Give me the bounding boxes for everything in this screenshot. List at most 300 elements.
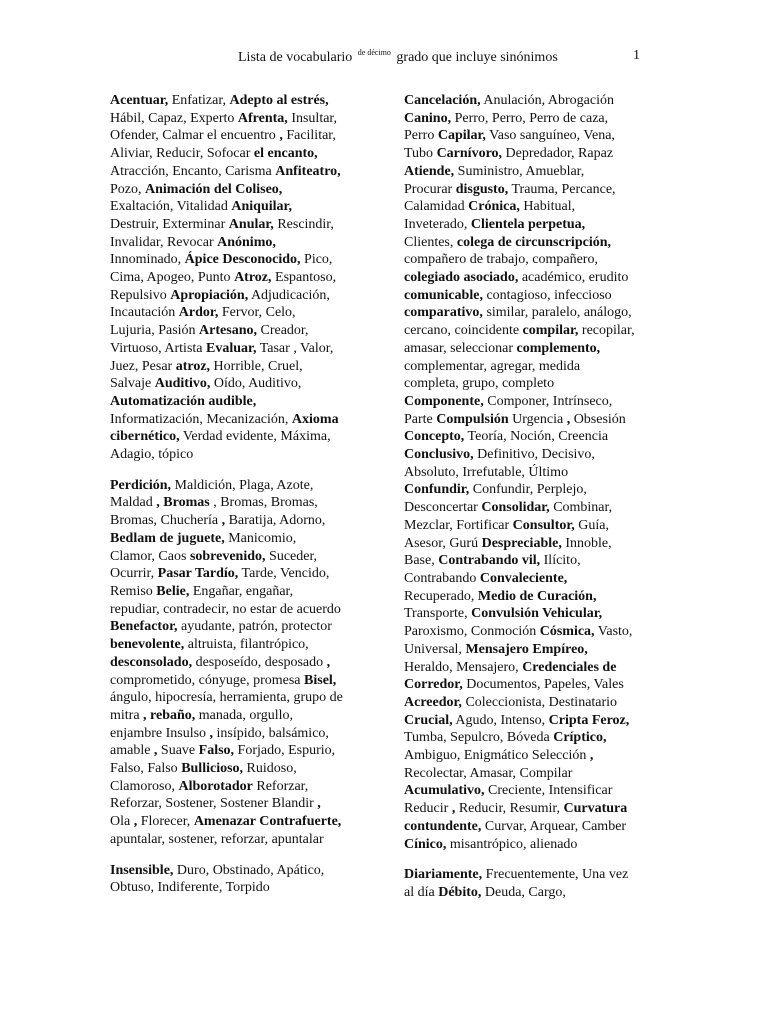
vocab-term: Axioma	[291, 411, 339, 427]
vocab-term: benevolente,	[110, 637, 185, 653]
synonym-text: Inveterado,	[404, 216, 471, 232]
synonym-text: Reforzar,	[252, 778, 309, 794]
text-line	[404, 499, 664, 517]
synonym-text: amasar, seleccionar	[404, 340, 517, 356]
vocab-term: Ardor,	[178, 305, 219, 321]
synonym-text: Anulación, Abrogación	[480, 93, 614, 108]
text-line	[404, 163, 664, 181]
synonym-text: Absoluto, Irrefutable, Último	[404, 464, 569, 480]
vocab-paragraph	[404, 92, 664, 853]
vocab-term: comunicable,	[404, 287, 483, 303]
synonym-text: Trauma, Percance,	[508, 181, 616, 197]
header-title-post: grado que incluye sinónimos	[396, 50, 558, 65]
synonym-text: Ilícito,	[540, 553, 581, 569]
synonym-text: Clamor, Caos	[110, 548, 190, 564]
text-line	[110, 795, 370, 813]
vocab-term: Afrenta,	[237, 110, 288, 126]
synonym-text: Ofender, Calmar el encuentro	[110, 128, 280, 144]
vocab-term: Auditivo,	[154, 376, 211, 392]
vocab-term: Cripta Feroz,	[548, 712, 630, 728]
vocab-term: Automatización audible,	[110, 393, 257, 409]
synonym-text: Juez, Pesar	[110, 358, 176, 374]
synonym-text: Ambiguo, Enigmático Selección	[404, 748, 590, 764]
vocab-term: Crónica,	[468, 199, 520, 215]
page-number: 1	[633, 48, 640, 63]
vocab-term: Cancelación,	[404, 93, 481, 108]
synonym-text: Cima, Apogeo, Punto	[110, 270, 235, 286]
text-line	[110, 689, 370, 707]
text-line	[404, 836, 664, 854]
text-line	[110, 494, 370, 512]
synonym-text: Vaso sanguíneo, Vena,	[485, 128, 615, 144]
synonym-text: contagioso, infeccioso	[482, 287, 612, 303]
vocab-term: sobrevenido,	[189, 548, 266, 564]
text-line	[404, 552, 664, 570]
synonym-text: Paroxismo, Conmoción	[404, 624, 540, 640]
text-line	[110, 742, 370, 760]
synonym-text: Heraldo, Mensajero,	[404, 659, 523, 675]
vocab-term: Componente,	[404, 393, 484, 409]
text-line	[110, 707, 370, 725]
left-column	[110, 92, 370, 910]
vocab-term: Acreedor,	[404, 694, 462, 710]
vocab-term: desconsolado,	[110, 654, 193, 670]
vocab-term: Confundir,	[404, 482, 470, 498]
text-line	[404, 269, 664, 287]
synonym-text: Suceder,	[265, 548, 318, 564]
text-line	[110, 636, 370, 654]
synonym-text: Urgencia	[508, 411, 567, 427]
vocab-term: Anfiteatro,	[275, 163, 341, 179]
synonym-text: similar, paralelo, análogo,	[482, 305, 632, 321]
vocab-term: Capilar,	[437, 128, 486, 144]
synonym-text: Asesor, Gurú	[404, 535, 482, 551]
vocab-term: Consultor,	[512, 517, 575, 533]
vocab-term: Medio de Curación,	[477, 588, 597, 604]
text-line	[404, 181, 664, 199]
synonym-text: Reforzar, Sostener, Sostener Blandir	[110, 796, 318, 812]
text-line	[404, 358, 664, 376]
text-line	[110, 411, 370, 429]
synonym-text: Tumba, Sepulcro, Bóveda	[404, 730, 554, 746]
text-line	[110, 181, 370, 199]
vocab-term: Aniquilar,	[231, 199, 292, 215]
vocab-term: Conclusivo,	[404, 447, 474, 463]
text-line	[404, 517, 664, 535]
text-line	[404, 712, 664, 730]
vocab-term: ,	[566, 411, 571, 427]
header-title-superscript: de décimo	[357, 48, 391, 57]
text-line	[404, 481, 664, 499]
vocab-term: Amenazar Contrafuerte,	[193, 814, 342, 830]
vocab-term: Alborotador	[178, 778, 253, 794]
synonym-text: Agudo, Intenso,	[452, 712, 549, 728]
vocab-paragraph	[404, 866, 664, 901]
vocab-term: Curvatura	[563, 801, 628, 817]
vocab-term: Compulsión	[436, 411, 509, 427]
synonym-text: Horrible, Cruel,	[210, 358, 303, 374]
text-line	[110, 428, 370, 446]
vocab-term: ,	[133, 814, 138, 830]
text-line	[110, 269, 370, 287]
vocab-term: complemento,	[516, 340, 601, 356]
text-line	[110, 216, 370, 234]
text-line	[110, 340, 370, 358]
text-line	[404, 729, 664, 747]
vocab-term: compilar,	[522, 323, 579, 339]
synonym-text: Florecer,	[137, 814, 194, 830]
text-line	[404, 800, 664, 818]
vocab-term: Contrabando vil,	[438, 553, 541, 569]
synonym-text: Creador,	[256, 323, 309, 339]
text-line	[110, 583, 370, 601]
text-line	[110, 601, 370, 619]
text-line	[404, 623, 664, 641]
text-line	[110, 530, 370, 548]
synonym-text: Combinar,	[549, 500, 613, 516]
synonym-text: Engañar, engañar,	[189, 583, 294, 599]
vocab-term: Benefactor,	[110, 619, 178, 635]
text-line	[404, 340, 664, 358]
text-line	[110, 654, 370, 672]
text-line	[110, 127, 370, 145]
synonym-text: Teoría, Noción, Creencia	[464, 429, 609, 445]
synonym-text: Forjado, Espurio,	[234, 743, 336, 759]
synonym-text: Tarde, Vencido,	[238, 566, 330, 582]
text-line	[404, 127, 664, 145]
text-line	[110, 565, 370, 583]
vocab-term: Acentuar,	[110, 93, 169, 108]
vocab-term: , rebaño,	[143, 707, 196, 723]
text-line	[110, 446, 370, 464]
synonym-text: desposeído, desposado	[192, 654, 327, 670]
synonym-text: Coleccionista, Destinatario	[461, 694, 618, 710]
vocab-term: Crucial,	[404, 712, 453, 728]
text-line	[404, 446, 664, 464]
text-line	[404, 747, 664, 765]
synonym-text: complementar, agregar, medida	[404, 358, 581, 374]
vocab-term: Despreciable,	[481, 535, 562, 551]
text-line	[404, 570, 664, 588]
synonym-text: cercano, coincidente	[404, 323, 523, 339]
text-line	[404, 676, 664, 694]
vocab-term: comparativo,	[404, 305, 483, 321]
vocab-term: Carnívoro,	[436, 146, 503, 162]
vocab-term: Mensajero Empíreo,	[465, 641, 588, 657]
synonym-text: misantrópico, alienado	[446, 836, 578, 852]
synonym-text: Enfatizar,	[168, 93, 230, 108]
synonym-text: Mezclar, Fortificar	[404, 517, 513, 533]
text-line	[110, 234, 370, 252]
vocab-term: Atiende,	[404, 163, 455, 179]
text-line	[110, 375, 370, 393]
vocab-term: ,	[589, 748, 594, 764]
text-line	[404, 464, 664, 482]
synonym-text: Definitivo, Decisivo,	[473, 447, 595, 463]
synonym-text: completa, grupo, completo	[404, 376, 555, 392]
text-line	[110, 322, 370, 340]
synonym-text: académico, erudito	[518, 270, 629, 286]
text-line	[110, 145, 370, 163]
synonym-text: Oído, Auditivo,	[210, 376, 302, 392]
text-line	[110, 110, 370, 128]
vocab-term: , Bromas	[156, 495, 210, 511]
synonym-text: Curvar, Arquear, Camber	[481, 818, 627, 834]
synonym-text: Maldición, Plaga, Azote,	[171, 477, 314, 493]
synonym-text: Remiso	[110, 583, 157, 599]
synonym-text: recopilar,	[578, 323, 635, 339]
text-line	[110, 760, 370, 778]
vocab-term: Bedlam de juguete,	[110, 530, 225, 546]
vocab-term: Atroz,	[234, 270, 272, 286]
vocab-term: Insensible,	[110, 862, 174, 878]
vocab-term: ,	[221, 513, 226, 529]
synonym-text: Recolectar, Amasar, Compilar	[404, 765, 573, 781]
synonym-text: , Bromas, Bromas,	[209, 495, 318, 511]
text-line	[404, 216, 664, 234]
synonym-text: Tasar , Valor,	[256, 340, 334, 356]
text-line	[404, 866, 664, 884]
vocab-term: Corredor,	[404, 677, 463, 693]
synonym-text: Suministro, Amueblar,	[454, 163, 585, 179]
text-line	[404, 428, 664, 446]
vocab-term: Pasar Tardío,	[157, 566, 239, 582]
text-line	[404, 393, 664, 411]
synonym-text: Guía,	[574, 517, 610, 533]
text-line	[404, 694, 664, 712]
vocab-paragraph	[110, 92, 370, 464]
vocab-term: Bullicioso,	[181, 761, 244, 777]
synonym-text: Innominado,	[110, 252, 185, 268]
vocab-term: ,	[326, 654, 331, 670]
text-line	[404, 375, 664, 393]
synonym-text: Contrabando	[404, 570, 480, 586]
vocab-paragraph	[110, 862, 370, 897]
vocab-term: Anónimo,	[217, 234, 276, 250]
synonym-text: Innoble,	[561, 535, 612, 551]
synonym-text: Calamidad	[404, 199, 469, 215]
text-line	[110, 512, 370, 530]
synonym-text: Confundir, Perplejo,	[469, 482, 587, 498]
vocab-term: Adepto al estrés,	[229, 93, 329, 108]
synonym-text: Suave	[157, 743, 199, 759]
synonym-text: Invalidar, Revocar	[110, 234, 218, 250]
synonym-text: Destruir, Exterminar	[110, 216, 229, 232]
vocab-term: el encanto,	[253, 146, 318, 162]
synonym-text: Obtuso, Indiferente, Torpido	[110, 880, 270, 896]
synonym-text: Desconcertar	[404, 500, 482, 516]
synonym-text: Espantoso,	[271, 270, 337, 286]
vocab-term: disgusto,	[455, 181, 509, 197]
synonym-text: Hábil, Capaz, Experto	[110, 110, 238, 126]
synonym-text: Manicomio,	[224, 530, 297, 546]
vocab-term: Belie,	[156, 583, 190, 599]
synonym-text: Fervor, Celo,	[218, 305, 296, 321]
synonym-text: Maldad	[110, 495, 157, 511]
synonym-text: Insultar,	[287, 110, 338, 126]
synonym-text: Pozo,	[110, 181, 145, 197]
synonym-text: Clientes,	[404, 234, 457, 250]
synonym-text: comprometido, cónyuge, promesa	[110, 672, 305, 688]
text-line	[110, 862, 370, 880]
text-line	[404, 411, 664, 429]
text-line	[404, 765, 664, 783]
vocab-term: Artesano,	[199, 323, 257, 339]
page-header	[238, 48, 640, 68]
text-line	[404, 304, 664, 322]
text-line	[404, 287, 664, 305]
vocab-term: colegiado asociado,	[404, 270, 519, 286]
synonym-text: Rescindir,	[273, 216, 334, 232]
synonym-text: ángulo, hipocresía, herramienta, grupo de	[110, 690, 343, 706]
vocab-term: Clientela perpetua,	[470, 216, 586, 232]
synonym-text: Informatización, Mecanización,	[110, 411, 292, 427]
synonym-text: Procurar	[404, 181, 456, 197]
text-line	[404, 605, 664, 623]
synonym-text: Tubo	[404, 146, 437, 162]
vocab-term: Evaluar,	[206, 340, 257, 356]
synonym-text: Documentos, Papeles, Vales	[462, 677, 624, 693]
vocab-term: ,	[153, 743, 158, 759]
vocab-term: ,	[317, 796, 321, 812]
vocab-term: Anular,	[228, 216, 274, 232]
text-line	[110, 879, 370, 897]
synonym-text: Facilitar,	[282, 128, 336, 144]
vocab-term: Credenciales de	[522, 659, 617, 675]
synonym-text: Transporte,	[404, 606, 472, 622]
vocab-term: ,	[209, 725, 214, 741]
text-line	[404, 322, 664, 340]
synonym-text: repudiar, contradecir, no estar de acuerdo	[110, 601, 341, 617]
text-line	[404, 641, 664, 659]
synonym-text: Adjudicación,	[248, 287, 330, 303]
vocab-term: ,	[451, 801, 456, 817]
text-line	[110, 831, 370, 849]
text-line	[110, 672, 370, 690]
text-line	[404, 234, 664, 252]
synonym-text: Duro, Obstinado, Apático,	[173, 862, 325, 878]
header-title-pre: Lista de vocabulario	[238, 50, 353, 65]
vocab-term: Ápice Desconocido,	[184, 252, 301, 268]
vocab-term: Débito,	[438, 884, 482, 900]
synonym-text: Habitual,	[519, 199, 576, 215]
synonym-text: Verdad evidente, Máxima,	[179, 429, 331, 445]
vocab-term: Perdición,	[110, 477, 172, 493]
text-line	[110, 251, 370, 269]
text-line	[404, 659, 664, 677]
vocab-term: Cínico,	[404, 836, 447, 852]
vocab-paragraph	[110, 477, 370, 849]
text-line	[404, 110, 664, 128]
synonym-text: enjambre Insulso	[110, 725, 210, 741]
synonym-text: amable	[110, 743, 154, 759]
vocab-term: Falso,	[198, 743, 235, 759]
text-line	[110, 477, 370, 495]
synonym-text: Lujuria, Pasión	[110, 323, 200, 339]
text-line	[110, 618, 370, 636]
synonym-text: Universal,	[404, 641, 466, 657]
text-line	[110, 163, 370, 181]
synonym-text: Exaltación, Vitalidad	[110, 199, 232, 215]
synonym-text: Aliviar, Reducir, Sofocar	[110, 146, 254, 162]
vocab-term: Canino,	[404, 110, 452, 126]
text-line	[110, 725, 370, 743]
synonym-text: Componer, Intrínseco,	[483, 393, 613, 409]
synonym-text: Adagio, tópico	[110, 447, 194, 463]
vocab-term: Consolidar,	[481, 500, 550, 516]
synonym-text: Salvaje	[110, 376, 155, 392]
synonym-text: Base,	[404, 553, 439, 569]
synonym-text: Frecuentemente, Una vez	[482, 867, 629, 883]
synonym-text: Perro, Perro, Perro de caza,	[451, 110, 609, 126]
synonym-text: mitra	[110, 707, 144, 723]
synonym-text: compañero de trabajo, compañero,	[404, 252, 598, 268]
synonym-text: Baratija, Adorno,	[225, 513, 326, 529]
synonym-text: Repulsivo	[110, 287, 171, 303]
synonym-text: Clamoroso,	[110, 778, 179, 794]
vocab-term: contundente,	[404, 818, 482, 834]
synonym-text: Reducir	[404, 801, 452, 817]
synonym-text: Parte	[404, 411, 437, 427]
synonym-text: insípido, balsámico,	[213, 725, 329, 741]
synonym-text: Depredador, Rapaz	[502, 146, 614, 162]
synonym-text: al día	[404, 884, 439, 900]
text-line	[404, 145, 664, 163]
synonym-text: Bromas, Chuchería	[110, 513, 222, 529]
synonym-text: Recuperado,	[404, 588, 478, 604]
synonym-text: Vasto,	[594, 624, 633, 640]
vocab-term: Acumulativo,	[404, 783, 485, 799]
text-line	[404, 535, 664, 553]
text-line	[110, 358, 370, 376]
synonym-text: Incautación	[110, 305, 179, 321]
vocab-term: Convulsión Vehicular,	[471, 606, 603, 622]
synonym-text: Perro	[404, 128, 438, 144]
text-line	[404, 818, 664, 836]
vocab-term: Animación del Coliseo,	[145, 181, 283, 197]
synonym-text: Pico,	[300, 252, 333, 268]
text-line	[110, 304, 370, 322]
synonym-text: Falso, Falso	[110, 761, 182, 777]
vocab-term: Convaleciente,	[479, 570, 568, 586]
vocab-term: Cósmica,	[539, 624, 595, 640]
vocab-term: cibernético,	[110, 429, 180, 445]
text-line	[404, 588, 664, 606]
text-line	[110, 92, 370, 110]
vocab-term: colega de circunscripción,	[456, 234, 611, 250]
synonym-text: altruista, filantrópico,	[184, 637, 309, 653]
synonym-text: Ocurrir,	[110, 566, 158, 582]
text-line	[404, 251, 664, 269]
synonym-text: ayudante, patrón, protector	[177, 619, 332, 635]
synonym-text: Deuda, Cargo,	[481, 884, 566, 900]
text-line	[110, 548, 370, 566]
text-line	[110, 198, 370, 216]
synonym-text: Creciente, Intensificar	[484, 783, 613, 799]
synonym-text: Virtuoso, Artista	[110, 340, 206, 356]
right-column	[404, 92, 664, 915]
text-line	[110, 287, 370, 305]
synonym-text: Ruidoso,	[243, 761, 297, 777]
text-line	[404, 198, 664, 216]
vocab-term: Diariamente,	[404, 867, 483, 883]
synonym-text: Obsesión	[570, 411, 626, 427]
synonym-text: Ola	[110, 814, 134, 830]
vocab-term: Concepto,	[404, 429, 465, 445]
text-line	[110, 813, 370, 831]
synonym-text: manada, orgullo,	[195, 707, 294, 723]
vocab-term: Bisel,	[304, 672, 337, 688]
